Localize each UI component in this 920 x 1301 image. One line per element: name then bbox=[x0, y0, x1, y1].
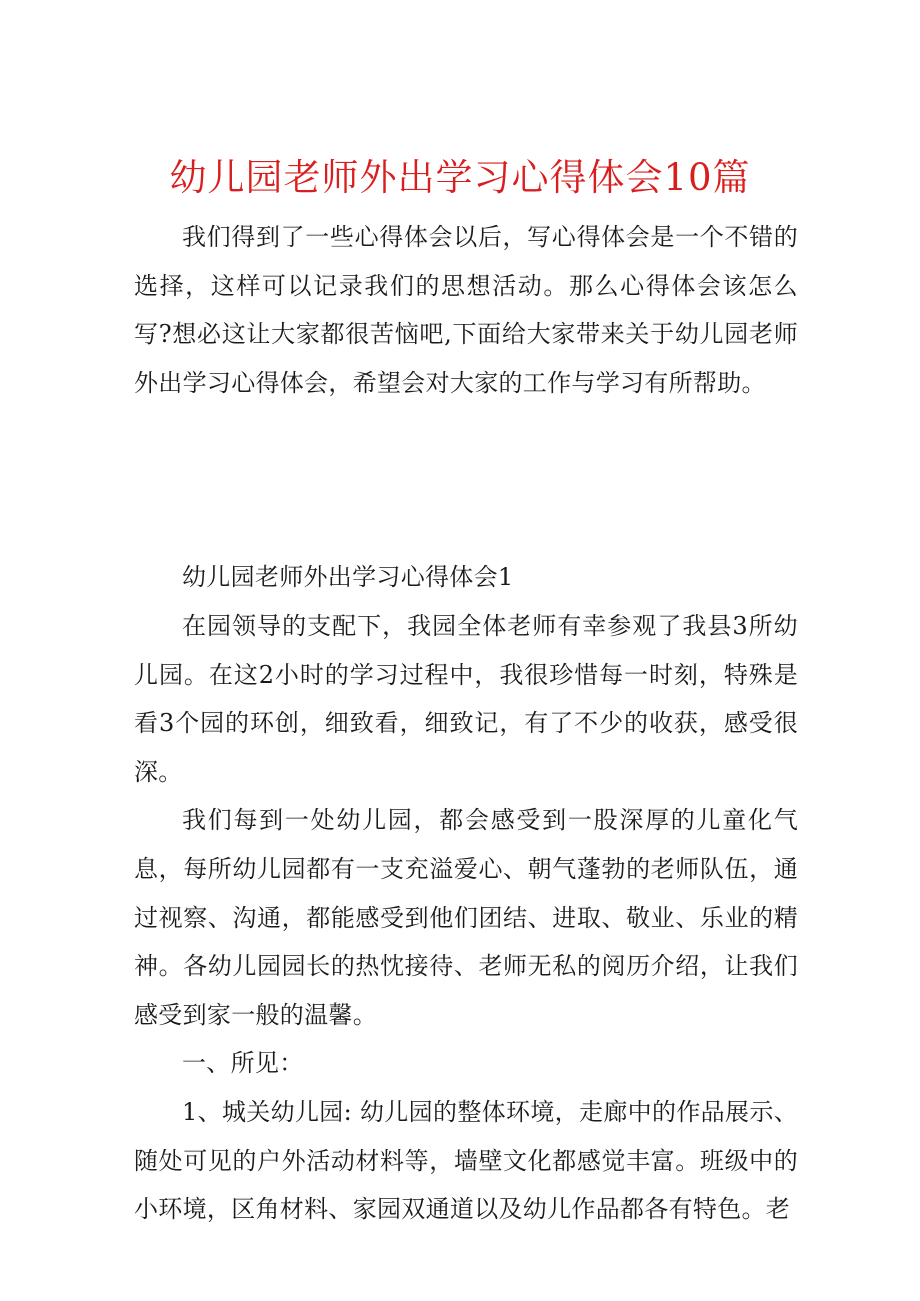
body-paragraph: 1、城关幼儿园: 幼儿园的整体环境，走廊中的作品展示、随处可见的户外活动材料等，墙壁文化都感觉丰富。班级中的小环境，区角材料、家园双通道以及幼儿作品都各有特色。老 bbox=[134, 1097, 798, 1224]
document-title: 幼儿园老师外出学习心得体会10篇 bbox=[169, 156, 751, 199]
body-paragraph: 一、所见： bbox=[182, 1049, 304, 1078]
document-body bbox=[134, 213, 798, 1234]
section-spacer bbox=[134, 407, 798, 553]
intro-paragraph: 我们得到了一些心得体会以后，写心得体会是一个不错的选择，这样可以记录我们的思想活动。那么心得体会该怎么写?想必这让大家都很苦恼吧,下面给大家带来关于幼儿园老师外出学习心得体会，希望会对大家的工作与学习有所帮助。 bbox=[134, 223, 798, 397]
body-paragraph: 我们每到一处幼儿园，都会感受到一股深厚的儿童化气息，每所幼儿园都有一支充溢爱心、朝气蓬勃的老师队伍，通过视察、沟通，都能感受到他们团结、进取、敬业、乐业的精神。各幼儿园园长的热忱接待、老师无私的阅历介绍，让我们感受到家一般的温馨。 bbox=[134, 806, 798, 1029]
section-heading: 幼儿园老师外出学习心得体会1 bbox=[182, 563, 514, 592]
body-paragraph: 在园领导的支配下，我园全体老师有幸参观了我县3所幼儿园。在这2小时的学习过程中，我很珍惜每一时刻，特殊是看3个园的环创，细致看，细致记，有了不少的收获，感受很深。 bbox=[134, 611, 798, 786]
